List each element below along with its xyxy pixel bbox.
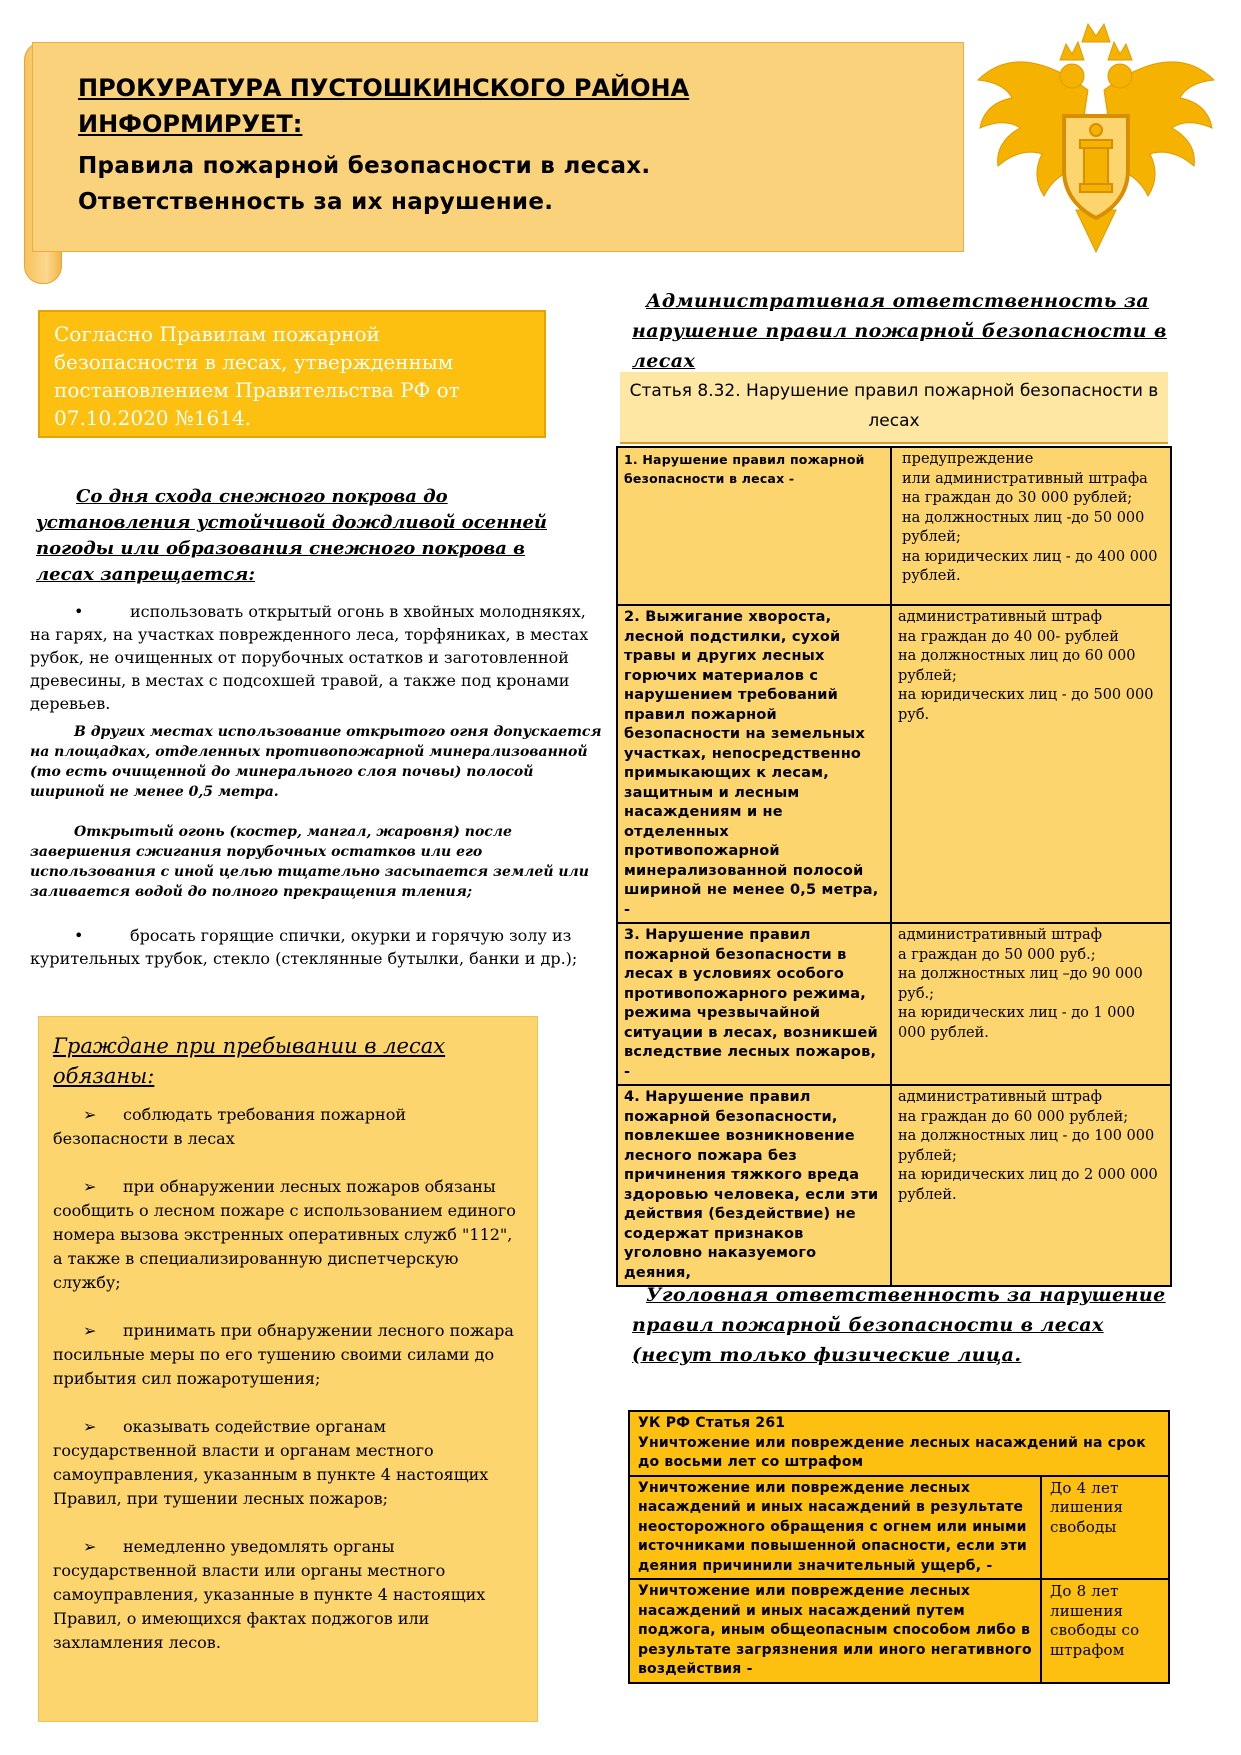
article-title: Статья 8.32. Нарушение правил пожарной безопасности в лесах (620, 372, 1168, 444)
penalty-cell (891, 447, 1171, 605)
offense-cell: 2. Выжигание хвороста, лесной подстилки, сухой травы и других лесных горючих материалов с нарушением требований правил пожарной безопасности на земельных участках, непосредственно примыкающих к лесам, защитным и лесным насаждениям и не отделенных противопожарной минерализованной полосой шириной не менее 0,5 метра, - (617, 605, 891, 923)
subtitle-line-2: Ответственность за их нарушение. (78, 189, 554, 215)
duties-title: Граждане при пребывании в лесах обязаны: (53, 1034, 446, 1088)
note-open-fire-areas: В других местах использование открытого огня допускается на площадках, отделенных противопожарной минерализованной (то есть очищенной до минерального слоя почвы) полосой шириной не менее 0,5 метра. (30, 724, 602, 800)
penalty-text: предупреждение или административный штрафа на граждан до 30 000 рублей; на должностных лиц -до 50 000 рублей; на юридических лиц - до 400 000 рублей. (902, 451, 1158, 584)
table-row (629, 1411, 1169, 1476)
arrow-marker-icon: ➢ (83, 1417, 97, 1436)
duty-text: немедленно уведомлять органы государственной власти или органы местного самоуправления, указанные в пункте 4 настоящих Правил, о имеющихся фактах поджогов или захламления лесов. (53, 1537, 486, 1652)
offense-cell: 4. Нарушение правил пожарной безопасности, повлекшее возникновение лесного пожара без причинения тяжкого вреда здоровью человека, если эти действия (бездействие) не содержат признаков уголовно наказуемого деяния, (617, 1085, 891, 1286)
duty-item (53, 1319, 523, 1391)
bullet-mark: • (74, 602, 84, 621)
duty-text: соблюдать требования пожарной безопасности в лесах (53, 1105, 406, 1148)
admin-heading: Административная ответственность за нарушение правил пожарной безопасности в лесах (632, 290, 1167, 372)
criminal-table-header (629, 1411, 1169, 1476)
prohibition-item-open-fire (30, 600, 600, 715)
arrow-marker-icon: ➢ (83, 1177, 97, 1196)
table-row (617, 605, 1171, 923)
note-extinguish-fire: Открытый огонь (костер, мангал, жаровня) после завершения сжигания порубочных остатков или его использования с иной целью тщательно засыпается землей или заливается водой до полного прекращения тления; (30, 824, 589, 900)
table-row (617, 923, 1171, 1085)
table-row (617, 447, 1171, 605)
duty-text: принимать при обнаружении лесного пожара посильные меры по его тушению своими силами до прибытия сил пожаротушения; (53, 1321, 514, 1388)
prohibition-text: использовать открытый огонь в хвойных молоднякях, на гарях, на участках поврежденного леса, торфяниках, в местах рубок, не очищенных от порубочных остатков и заготовленной древесины, в местах с подсохшей травой, а также под кронами деревьев. (30, 602, 589, 713)
penalty-cell (891, 923, 1171, 1085)
page-subtitle (78, 148, 938, 220)
penalty-cell (891, 1085, 1171, 1286)
admin-penalties-table (616, 446, 1172, 1287)
table-row (629, 1476, 1169, 1580)
page-title (78, 70, 938, 142)
bullet-mark: • (74, 926, 84, 945)
prohibitions-heading: Со дня схода снежного покрова до установления устойчивой дождливой осенней погоды или образования снежного покрова в лесах запрещается: (36, 486, 547, 585)
penalty-text: административный штраф а граждан до 50 000 руб.; на должностных лиц –до 90 000 руб.; на юридических лиц - до 1 000 000 рублей. (898, 927, 1143, 1041)
subtitle-line-1: Правила пожарной безопасности в лесах. (78, 153, 651, 179)
prohibition-text: бросать горящие спички, окурки и горячую золу из курительных трубок, стекло (стеклянные бутылки, банки и др.); (30, 926, 578, 968)
penalty-text: административный штраф на граждан до 60 000 рублей; на должностных лиц - до 100 000 рублей; на юридических лиц до 2 000 000 рублей. (898, 1089, 1158, 1203)
arrow-marker-icon: ➢ (83, 1105, 97, 1124)
offense-cell: 3. Нарушение правил пожарной безопасности в лесах в условиях особого противопожарного режима, режима чрезвычайной ситуации в лесах, возникшей вследствие лесных пожаров, - (617, 923, 891, 1085)
duty-text: оказывать содействие органам государственной власти и органам местного самоуправления, указанным в пункте 4 настоящих Правил, при тушении лесных пожаров; (53, 1417, 489, 1508)
penalty-text: административный штраф на граждан до 40 00- рублей на должностных лиц до 60 000 рублей; на юридических лиц - до 500 000 руб. (898, 609, 1154, 723)
duty-item (53, 1175, 523, 1295)
criminal-heading: Уголовная ответственность за нарушение правил пожарной безопасности в лесах (несут только физические лица. (632, 1284, 1166, 1366)
title-line-2: ИНФОРМИРУЕТ: (78, 110, 303, 138)
duty-item (53, 1535, 523, 1655)
duty-item (53, 1415, 523, 1511)
criminal-header-text: УК РФ Статья 261 Уничтожение или повреждение лесных насаждений на срок до восьми лет со штрафом (638, 1415, 1146, 1470)
penalty-cell: До 4 лет лишения свободы (1041, 1476, 1169, 1580)
penalty-cell: До 8 лет лишения свободы со штрафом (1041, 1579, 1169, 1683)
offense-cell: Уничтожение или повреждение лесных насаждений и иных насаждений в результате неосторожного обращения с огнем или иными источниками повышенной опасности, если эти деяния причинили значительный ущерб, - (629, 1476, 1041, 1580)
title-line-1: ПРОКУРАТУРА ПУСТОШКИНСКОГО РАЙОНА (78, 74, 690, 102)
table-row (617, 1085, 1171, 1286)
criminal-penalties-table (628, 1410, 1170, 1684)
arrow-marker-icon: ➢ (83, 1537, 97, 1556)
table-row (629, 1579, 1169, 1683)
prohibition-item-matches (30, 924, 600, 970)
rules-reference-box: Согласно Правилам пожарной безопасности в лесах, утвержденным постановлением Правительства РФ от 07.10.2020 №1614. (38, 310, 546, 438)
offense-cell: 1. Нарушение правил пожарной безопасности в лесах - (617, 447, 891, 605)
citizen-duties-box (38, 1016, 538, 1722)
offense-cell: Уничтожение или повреждение лесных насаждений и иных насаждений путем поджога, иным общеопасным способом либо в результате загрязнения или иного негативного воздействия - (629, 1579, 1041, 1683)
prosecutor-emblem-icon (968, 20, 1224, 260)
duty-text: при обнаружении лесных пожаров обязаны сообщить о лесном пожаре с использованием единого номера вызова экстренных оперативных служб "112", а также в специализированную диспетчерскую службу; (53, 1177, 516, 1292)
duty-item (53, 1103, 523, 1151)
arrow-marker-icon: ➢ (83, 1321, 97, 1340)
penalty-cell (891, 605, 1171, 923)
